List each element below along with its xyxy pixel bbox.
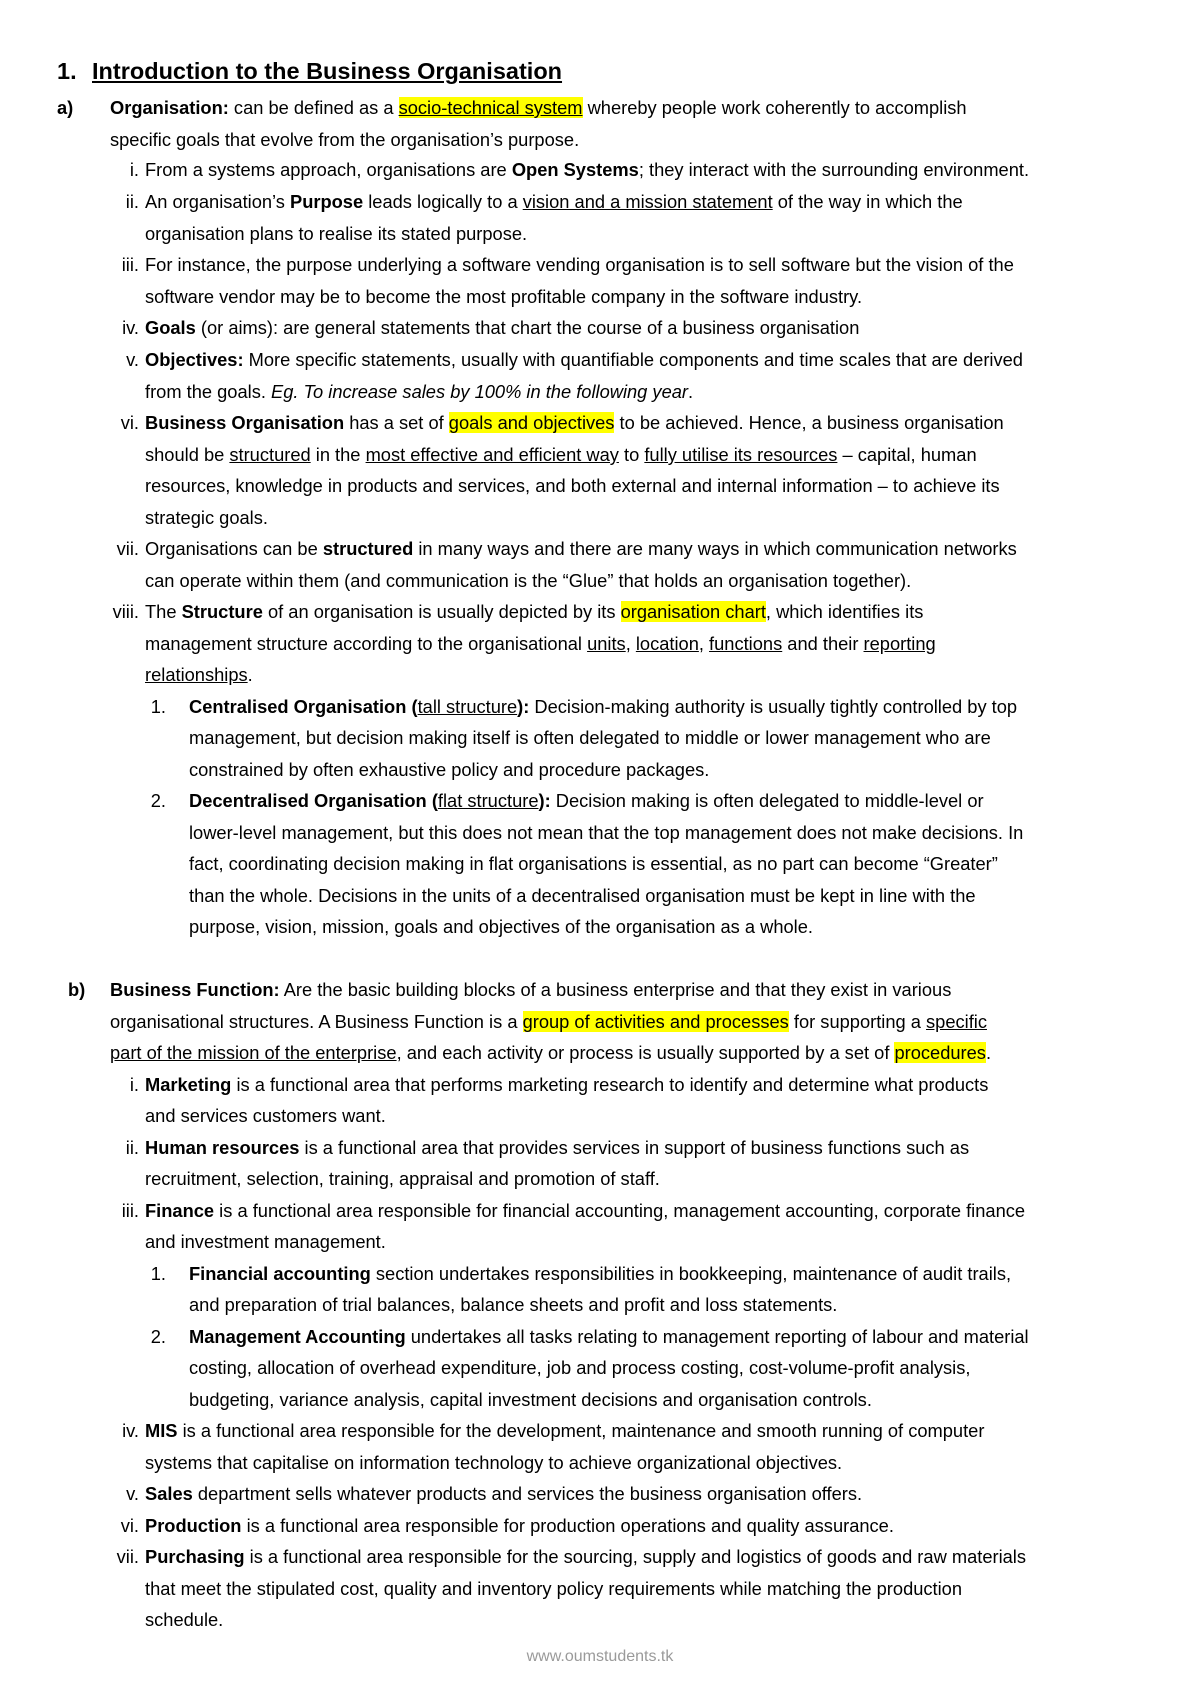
underlined-text: relationships xyxy=(145,664,248,685)
text-run: management structure according to the organisational xyxy=(145,633,588,654)
item-a-vi-line4: strategic goals. xyxy=(145,507,268,528)
item-marker: ii. xyxy=(125,1137,139,1158)
item-marker: v. xyxy=(126,349,139,370)
text-run: From a systems approach, organisations are xyxy=(145,159,512,180)
subitem-decentralised-line4: than the whole. Decisions in the units of a decentralised organisation must be kept in line with the xyxy=(189,885,976,906)
item-a-vi xyxy=(145,413,1004,435)
text-run: The xyxy=(145,601,182,622)
text-run: Decision making is often delegated to middle-level or xyxy=(550,790,984,811)
text-run: , which identifies its xyxy=(765,601,924,622)
bold-text: structured xyxy=(322,538,414,559)
item-a-viii xyxy=(145,602,923,624)
text-run: , xyxy=(625,633,636,654)
bold-text: Financial accounting xyxy=(189,1263,371,1284)
underlined-text: structured xyxy=(229,444,311,465)
item-marker: iv. xyxy=(122,317,139,338)
text-run: is a functional area responsible for production operations and quality assurance. xyxy=(241,1515,894,1536)
bold-text: Business Function: xyxy=(110,979,280,1000)
subitem-decentralised xyxy=(189,791,984,813)
text-run: of an organisation is usually depicted by its xyxy=(262,601,621,622)
bold-text: Centralised Organisation xyxy=(189,696,407,717)
text-run: Organisations can be xyxy=(145,538,323,559)
underlined-text: flat structure xyxy=(437,790,539,811)
bold-text: Sales xyxy=(145,1483,193,1504)
highlight-organisation-chart: organisation chart xyxy=(620,601,766,622)
subitem-marker: 1. xyxy=(150,1263,166,1284)
text-run: is a functional area responsible for financial accounting, management accounting, corporate finance xyxy=(214,1200,1026,1221)
text-run: Decision-making authority is usually tightly controlled by top xyxy=(529,696,1018,717)
footer-url[interactable]: www.oumstudents.tk xyxy=(526,1648,674,1665)
item-marker: i. xyxy=(129,159,139,180)
italic-text: Eg. To increase sales by 100% in the following year xyxy=(271,381,688,402)
subitem-decentralised-line2: lower-level management, but this does not mean that the top management does not make decisions. In xyxy=(189,822,1024,843)
text-run: . xyxy=(985,1042,992,1063)
subitem-decentralised-line3: fact, coordinating decision making in flat organisations is essential, as no part can become “Greater” xyxy=(189,853,998,874)
bold-text: ( xyxy=(426,790,438,811)
subitem-centralised xyxy=(189,697,1017,719)
item-a-viii-line3 xyxy=(145,665,253,687)
highlight-activities: group of activities and processes xyxy=(522,1011,789,1032)
item-b-ii xyxy=(145,1138,969,1160)
underlined-text: functions xyxy=(709,633,783,654)
item-a-ii xyxy=(145,192,963,214)
text-run: and their xyxy=(782,633,864,654)
item-b-vii-line2: that meet the stipulated cost, quality and inventory policy requirements while matching the production xyxy=(145,1578,963,1599)
underlined-text: units xyxy=(587,633,626,654)
para-b-line1 xyxy=(110,980,951,1002)
subitem-management-accounting-line2: costing, allocation of overhead expenditure, job and process costing, cost-volume-profit analysis, xyxy=(189,1357,971,1378)
highlight-goals-objectives: goals and objectives xyxy=(448,412,615,433)
text-run: , and each activity or process is usually supported by a set of xyxy=(396,1042,895,1063)
item-a-ii-line2: organisation plans to realise its stated purpose. xyxy=(145,223,528,244)
underlined-text: tall structure xyxy=(417,696,518,717)
item-marker: viii. xyxy=(112,601,139,622)
subitem-centralised-line3: constrained by often exhaustive policy and procedure packages. xyxy=(189,759,710,780)
bold-text: Open Systems xyxy=(511,159,639,180)
text-run: More specific statements, usually with quantifiable components and time scales that are derived xyxy=(243,349,1023,370)
subitem-centralised-line2: management, but decision making itself is often delegated to middle or lower management who are xyxy=(189,727,991,748)
bold-text: Structure xyxy=(181,601,263,622)
item-marker: ii. xyxy=(125,191,139,212)
item-b-i xyxy=(145,1075,988,1097)
item-b-iv-line2: systems that capitalise on information technology to achieve organizational objectives. xyxy=(145,1452,843,1473)
bold-text: Organisation: xyxy=(110,97,229,118)
text-run: has a set of xyxy=(344,412,449,433)
underlined-text: specific xyxy=(926,1011,987,1032)
bold-text: MIS xyxy=(145,1420,178,1441)
text-run: can be defined as a xyxy=(228,97,399,118)
item-marker: vii. xyxy=(116,538,139,559)
item-b-vii-line3: schedule. xyxy=(145,1609,224,1630)
underlined-text: vision and a mission statement xyxy=(522,191,773,212)
subitem-marker: 2. xyxy=(150,1326,166,1347)
item-b-iv xyxy=(145,1421,984,1443)
item-marker: v. xyxy=(126,1483,139,1504)
text-run: , xyxy=(698,633,710,654)
item-a-viii-line2 xyxy=(145,634,936,656)
bold-text: Management Accounting xyxy=(189,1326,406,1347)
highlight-socio-technical: socio-technical system xyxy=(398,97,583,118)
text-run: of the way in which the xyxy=(772,191,963,212)
item-b-v xyxy=(145,1484,862,1506)
item-b-vii xyxy=(145,1547,1026,1569)
text-run: to be achieved. Hence, a business organisation xyxy=(614,412,1004,433)
item-marker: vi. xyxy=(120,1515,139,1536)
subitem-marker: 2. xyxy=(150,790,166,811)
underlined-text: part of the mission of the enterprise xyxy=(110,1042,397,1063)
para-a-line1 xyxy=(110,98,967,120)
text-run: . xyxy=(688,381,694,402)
subitem-management-accounting-line3: budgeting, variance analysis, capital investment decisions and organisation controls. xyxy=(189,1389,872,1410)
subitem-decentralised-line5: purpose, vision, mission, goals and objectives of the organisation as a whole. xyxy=(189,916,813,937)
text-run: is a functional area that performs marketing research to identify and determine what products xyxy=(231,1074,989,1095)
heading-number: 1. xyxy=(57,58,77,84)
section-heading xyxy=(57,58,562,85)
subitem-financial-accounting-line2: and preparation of trial balances, balance sheets and profit and loss statements. xyxy=(189,1294,838,1315)
underlined-text: reporting xyxy=(863,633,936,654)
text-run: for supporting a xyxy=(788,1011,927,1032)
bold-text: Purchasing xyxy=(145,1546,245,1567)
text-run: undertakes all tasks relating to management reporting of labour and material xyxy=(405,1326,1029,1347)
subitem-financial-accounting xyxy=(189,1264,1011,1286)
highlight-procedures: procedures xyxy=(894,1042,986,1063)
text-run: section undertakes responsibilities in bookkeeping, maintenance of audit trails, xyxy=(370,1263,1012,1284)
item-b-vi xyxy=(145,1516,894,1538)
item-a-vi-line2 xyxy=(145,445,977,467)
text-run: department sells whatever products and services the business organisation offers. xyxy=(192,1483,863,1504)
item-b-iii xyxy=(145,1201,1025,1223)
text-run: An organisation’s xyxy=(145,191,290,212)
para-b-line2 xyxy=(110,1012,987,1034)
item-b-ii-line2: recruitment, selection, training, appraisal and promotion of staff. xyxy=(145,1168,660,1189)
heading-title: Introduction to the Business Organisation xyxy=(92,58,563,84)
text-run: – capital, human xyxy=(837,444,977,465)
bold-text: Decentralised Organisation xyxy=(189,790,427,811)
text-run: Are the basic building blocks of a business enterprise and that they exist in various xyxy=(279,979,952,1000)
item-marker: iii. xyxy=(121,254,139,275)
bold-text: Finance xyxy=(145,1200,215,1221)
bold-text: ): xyxy=(538,790,551,811)
underlined-text: fully utilise its resources xyxy=(644,444,838,465)
subitem-management-accounting xyxy=(189,1327,1029,1349)
section-a-label: a) xyxy=(57,97,74,118)
text-run: in many ways and there are many ways in which communication networks xyxy=(413,538,1017,559)
subitem-marker: 1. xyxy=(150,696,166,717)
bold-text: Human resources xyxy=(145,1137,300,1158)
item-a-v xyxy=(145,350,1023,372)
bold-text: Business Organisation xyxy=(145,412,345,433)
underlined-text: location xyxy=(635,633,699,654)
item-a-iii: For instance, the purpose underlying a software vending organisation is to sell software but the vision of the xyxy=(145,254,1014,275)
text-run: in the xyxy=(310,444,366,465)
bold-text: Production xyxy=(145,1515,242,1536)
item-a-vii-line2: can operate within them (and communication is the “Glue” that holds an organisation together). xyxy=(145,570,912,591)
item-a-vi-line3: resources, knowledge in products and services, and both external and internal information – to achieve its xyxy=(145,475,1000,496)
para-b-line3 xyxy=(110,1043,991,1065)
text-run: . xyxy=(247,664,253,685)
item-a-i xyxy=(145,160,1029,182)
text-run: should be xyxy=(145,444,230,465)
bold-text: Goals xyxy=(145,317,196,338)
item-a-iv xyxy=(145,318,859,340)
text-run: whereby people work coherently to accomplish xyxy=(582,97,967,118)
bold-text: ): xyxy=(517,696,530,717)
bold-text: Purpose xyxy=(290,191,364,212)
item-a-vii xyxy=(145,539,1017,561)
item-marker: i. xyxy=(129,1074,139,1095)
bold-text: ( xyxy=(406,696,418,717)
text-run: from the goals. xyxy=(145,381,271,402)
text-run: is a functional area that provides services in support of business functions such as xyxy=(299,1137,970,1158)
text-run: is a functional area responsible for the sourcing, supply and logistics of goods and raw materials xyxy=(244,1546,1027,1567)
text-run: to xyxy=(618,444,645,465)
underlined-text: most effective and efficient way xyxy=(365,444,619,465)
text-run: (or aims): are general statements that chart the course of a business organisation xyxy=(195,317,860,338)
section-b-label: b) xyxy=(68,979,86,1000)
text-run: is a functional area responsible for the development, maintenance and smooth running of computer xyxy=(177,1420,985,1441)
item-marker: vii. xyxy=(116,1546,139,1567)
item-a-v-line2 xyxy=(145,382,693,404)
item-marker: vi. xyxy=(120,412,139,433)
bold-text: Marketing xyxy=(145,1074,232,1095)
item-b-iii-line2: and investment management. xyxy=(145,1231,386,1252)
item-marker: iii. xyxy=(121,1200,139,1221)
text-run: ; they interact with the surrounding environment. xyxy=(638,159,1030,180)
item-b-i-line2: and services customers want. xyxy=(145,1105,386,1126)
text-run: organisational structures. A Business Function is a xyxy=(110,1011,523,1032)
item-marker: iv. xyxy=(122,1420,139,1441)
text-run: leads logically to a xyxy=(363,191,523,212)
item-a-iii-line2: software vendor may be to become the most profitable company in the software industry. xyxy=(145,286,863,307)
bold-text: Objectives: xyxy=(145,349,244,370)
para-a-line2: specific goals that evolve from the organisation’s purpose. xyxy=(110,129,580,150)
